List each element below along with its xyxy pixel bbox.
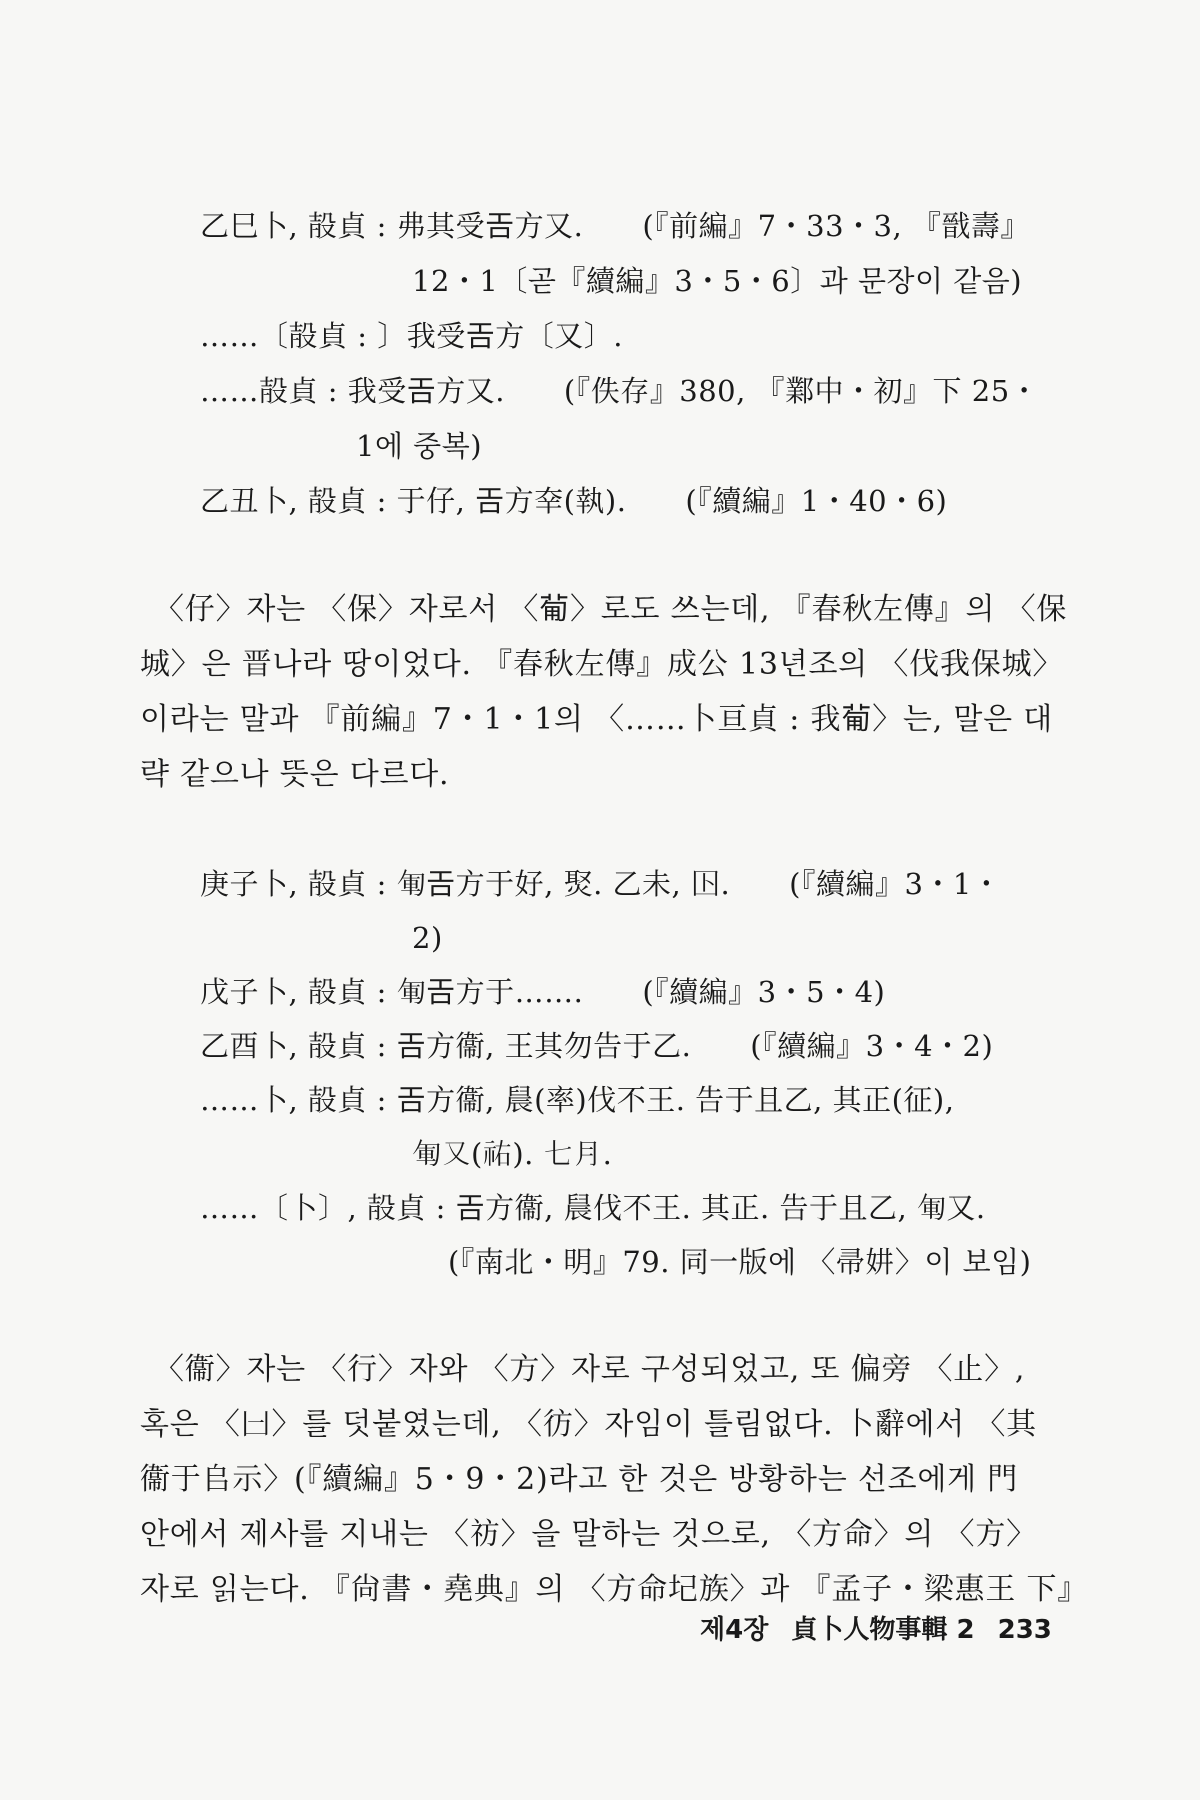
chapter-label: 제4장 [700,1615,769,1645]
paragraph-line: 안에서 제사를 지내는 〈祊〉을 말하는 것으로, 〈方命〉의 〈方〉 [140,1517,1037,1552]
running-title: 貞卜人物事輯 2 [791,1615,975,1645]
paragraph-line: 〈衞〉자는 〈行〉자와 〈方〉자로 구성되었고, 또 偏旁 〈止〉, [154,1352,1026,1387]
inscription-line: 1에 중복) [356,429,483,463]
inscription-line: ……卜, 㱿貞 : 𢀛方衞, 䢅(率)伐不王. 告于且乙, 其正(征), [200,1083,955,1117]
inscription-line: 12・1〔곧『續編』3・5・6〕과 문장이 같음) [412,264,1023,298]
inscription-line: (『南北・明』79. 同一版에 〈帚妌〉이 보임) [448,1245,1032,1279]
inscription-line: 2) [412,921,443,955]
page-number: 233 [997,1615,1052,1645]
paragraph-line: 城〉은 晋나라 땅이었다. 『春秋左傳』成公 13년조의 〈伐我保城〉 [140,647,1064,682]
paragraph-line: 이라는 말과 『前編』7・1・1의 〈……卜亘貞 : 我𤰈〉는, 말은 대 [140,702,1054,737]
inscription-line: ……〔卜〕, 㱿貞 : 𢀛方衞, 䢅伐不王. 其正. 告于且乙, 𠣞又. [200,1191,986,1225]
paragraph-line: 衞于𠂤示〉(『續編』5・9・2)라고 한 것은 방황하는 선조에게 門 [140,1462,1019,1497]
paragraph-line: 〈仔〉자는 〈保〉자로서 〈𤰈〉로도 쓰는데, 『春秋左傳』의 〈保 [154,592,1068,627]
inscription-line: ……〔㱿貞 : 〕我受𢀛方〔又〕. [200,319,623,353]
paragraph-line: 자로 읽는다. 『尙書・堯典』의 〈方命圮族〉과 『孟子・梁惠王 下』 [140,1572,1089,1607]
page-footer [700,1612,1066,1648]
inscription-line: 戊子卜, 㱿貞 : 𠣞𢀛方于……. (『續編』3・5・4) [200,975,886,1009]
inscription-line: 庚子卜, 㱿貞 : 𠣞𢀛方于好, 㷅. 乙未, 𡆥. (『續編』3・1・ [200,867,1002,901]
inscription-line: 𠣞又(祐). 七月. [412,1137,613,1171]
inscription-line: 乙巳卜, 㱿貞 : 弗其受𢀛方又. (『前編』7・33・3, 『戩壽』 [200,209,1030,243]
inscription-line: 乙丑卜, 㱿貞 : 于仔, 𢀛方㚔(執). (『續編』1・40・6) [200,484,948,518]
paragraph-line: 략 같으나 뜻은 다르다. [140,757,450,792]
paragraph-line: 혹은 〈𠙵〉를 덧붙였는데, 〈彷〉자임이 틀림없다. 卜辭에서 〈其 [140,1407,1037,1442]
inscription-line: 乙酉卜, 㱿貞 : 𢀛方衞, 王其勿告于乙. (『續編』3・4・2) [200,1029,994,1063]
inscription-line: ……㱿貞 : 我受𢀛方又. (『佚存』380, 『鄴中・初』下 25・ [200,374,1040,408]
